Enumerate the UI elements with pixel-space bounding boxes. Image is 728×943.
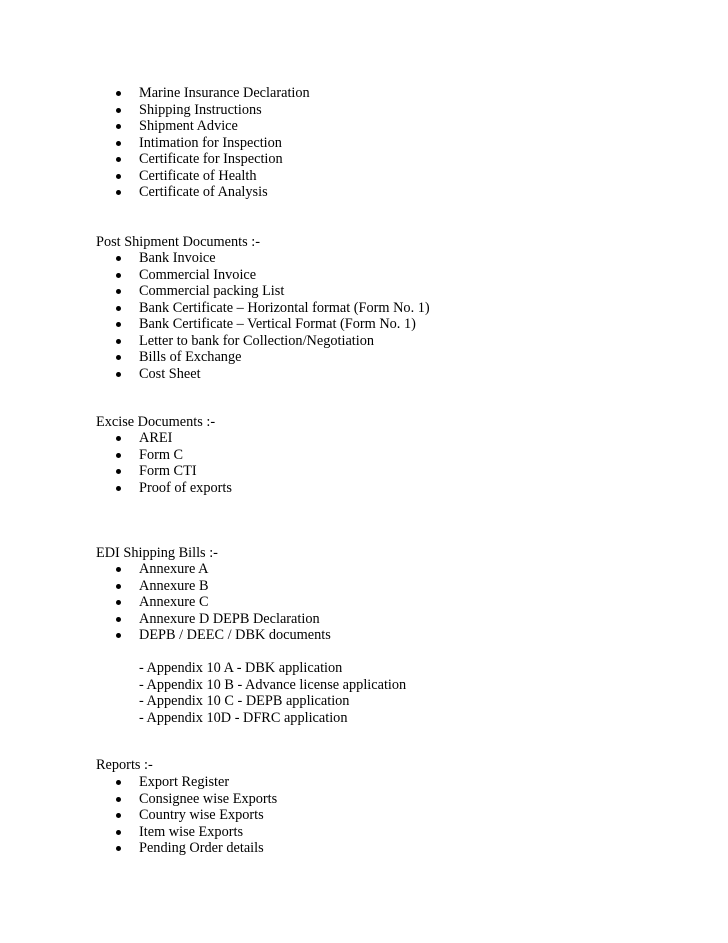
- bullet-icon: [116, 289, 121, 294]
- excise-documents-heading: Excise Documents :-: [96, 414, 216, 430]
- bullet-icon: [116, 486, 121, 491]
- bullet-icon: [116, 273, 121, 278]
- bullet-icon: [116, 633, 121, 638]
- bullet-icon: [116, 157, 121, 162]
- bullet-icon: [116, 780, 121, 785]
- bullet-icon: [116, 797, 121, 802]
- appendix-list: [139, 660, 406, 726]
- bullet-icon: [116, 108, 121, 113]
- bullet-icon: [116, 830, 121, 835]
- appendix-item: - Appendix 10 C - DEPB application: [139, 693, 350, 709]
- appendix-item: - Appendix 10D - DFRC application: [139, 709, 348, 726]
- bullet-icon: [116, 256, 121, 261]
- bullet-icon: [116, 174, 121, 179]
- bullet-icon: [116, 584, 121, 589]
- bullet-icon: [116, 453, 121, 458]
- bullet-icon: [116, 372, 121, 377]
- bullet-icon: [116, 124, 121, 129]
- bullet-icon: [116, 141, 121, 146]
- bullet-icon: [116, 567, 121, 572]
- bullet-icon: [116, 355, 121, 360]
- appendix-item: - Appendix 10 A - DBK application: [139, 660, 343, 676]
- bullet-icon: [116, 600, 121, 605]
- bullet-icon: [116, 436, 121, 441]
- bullet-icon: [116, 813, 121, 818]
- bullet-icon: [116, 846, 121, 851]
- reports-heading: Reports :-: [96, 757, 153, 773]
- appendix-item: - Appendix 10 B - Advance license application: [139, 676, 407, 693]
- bullet-icon: [116, 306, 121, 311]
- bullet-icon: [116, 322, 121, 327]
- document-page: Marine Insurance Declaration Shipping Instructions Shipment Advice Intimation for Inspection Certificate for Inspection Certificate of Health Certificate of Analysis Post Shipment Documents :- Bank Invoice Commercial Invoice Commercial packing List Bank Certificate – Horizontal format (Form No. 1) Bank Certificate – Vertical Format (Form No. 1) Letter to bank for Collection/Negotiation Bills of Exchange Cost Sheet Excise Documents :- AREI Form C Form CTI Proof of exports EDI Shipping Bills :- Annexure A Annexure B Annexure C Annexure D DEPB Declaration DEPB / DEEC / DBK documents - Appendix 10 A - DBK application - Appendix 10 B - Advance license application - Appendix 10 C - DEPB application - Appendix 10D - DFRC application Reports :- Export Register Consignee wise Exports Country wise Exports Item wise Exports Pending Order details: [96, 85, 430, 856]
- bullet-icon: [116, 190, 121, 195]
- bullet-icon: [116, 91, 121, 96]
- bullet-icon: [116, 617, 121, 622]
- post-shipment-heading: Post Shipment Documents :-: [96, 234, 261, 250]
- bullet-icon: [116, 469, 121, 474]
- bullet-icon: [116, 339, 121, 344]
- edi-shipping-bills-heading: EDI Shipping Bills :-: [96, 545, 218, 561]
